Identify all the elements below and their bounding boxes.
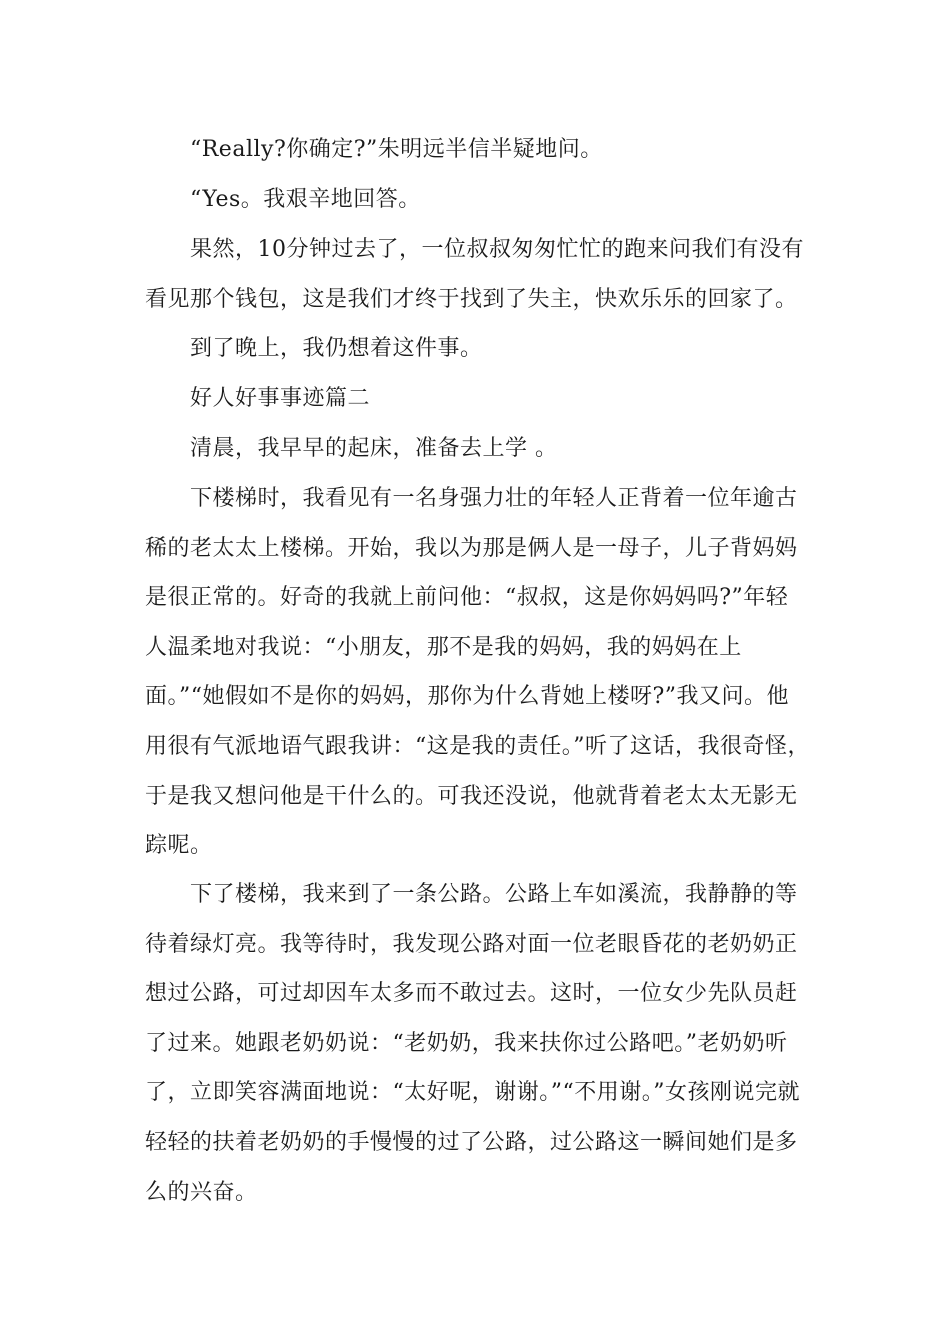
paragraph-4: 到了晚上，我仍想着这件事。 (190, 336, 483, 361)
paragraph-2: “Yes。我艰辛地回答。 (190, 187, 421, 212)
paragraph-6: 下楼梯时，我看见有一名身强力壮的年轻人正背着一位年逾古稀的老太太上楼梯。开始，我以为那是俩人是一母子，儿子背妈妈是很正常的。好奇的我就上前问他：“叔叔，这是你妈妈吗?”年轻人温柔地对我说：“小朋友，那不是我的妈妈，我的妈妈在上面。”“她假如不是你的妈妈，那你为什么背她上楼呀?”我又问。他用很有气派地语气跟我讲：“这是我的责任。”听了这话，我很奇怪，于是我又想问他是干什么的。可我还没说，他就背着老太太无影无踪呢。 (145, 486, 810, 859)
paragraph-5: 清晨，我早早的起床，准备去上学 。 (190, 436, 558, 461)
paragraph-3: 果然，10分钟过去了，一位叔叔匆匆忙忙的跑来问我们有没有看见那个钱包，这是我们才终于找到了失主，快欢乐乐的回家了。 (145, 237, 804, 312)
paragraph-7: 下了楼梯，我来到了一条公路。公路上车如溪流，我静静的等待着绿灯亮。我等待时，我发现公路对面一位老眼昏花的老奶奶正想过公路，可过却因车太多而不敢过去。这时，一位女少先队员赶了过来。她跟老奶奶说：“老奶奶，我来扶你过公路吧。”老奶奶听了，立即笑容满面地说：“太好呢，谢谢。”“不用谢。”女孩刚说完就轻轻的扶着老奶奶的手慢慢的过了公路，过公路这一瞬间她们是多么的兴奋。 (145, 882, 800, 1205)
section-heading: 好人好事事迹篇二 (190, 386, 371, 411)
paragraph-1: “Really?你确定?”朱明远半信半疑地问。 (190, 137, 603, 162)
